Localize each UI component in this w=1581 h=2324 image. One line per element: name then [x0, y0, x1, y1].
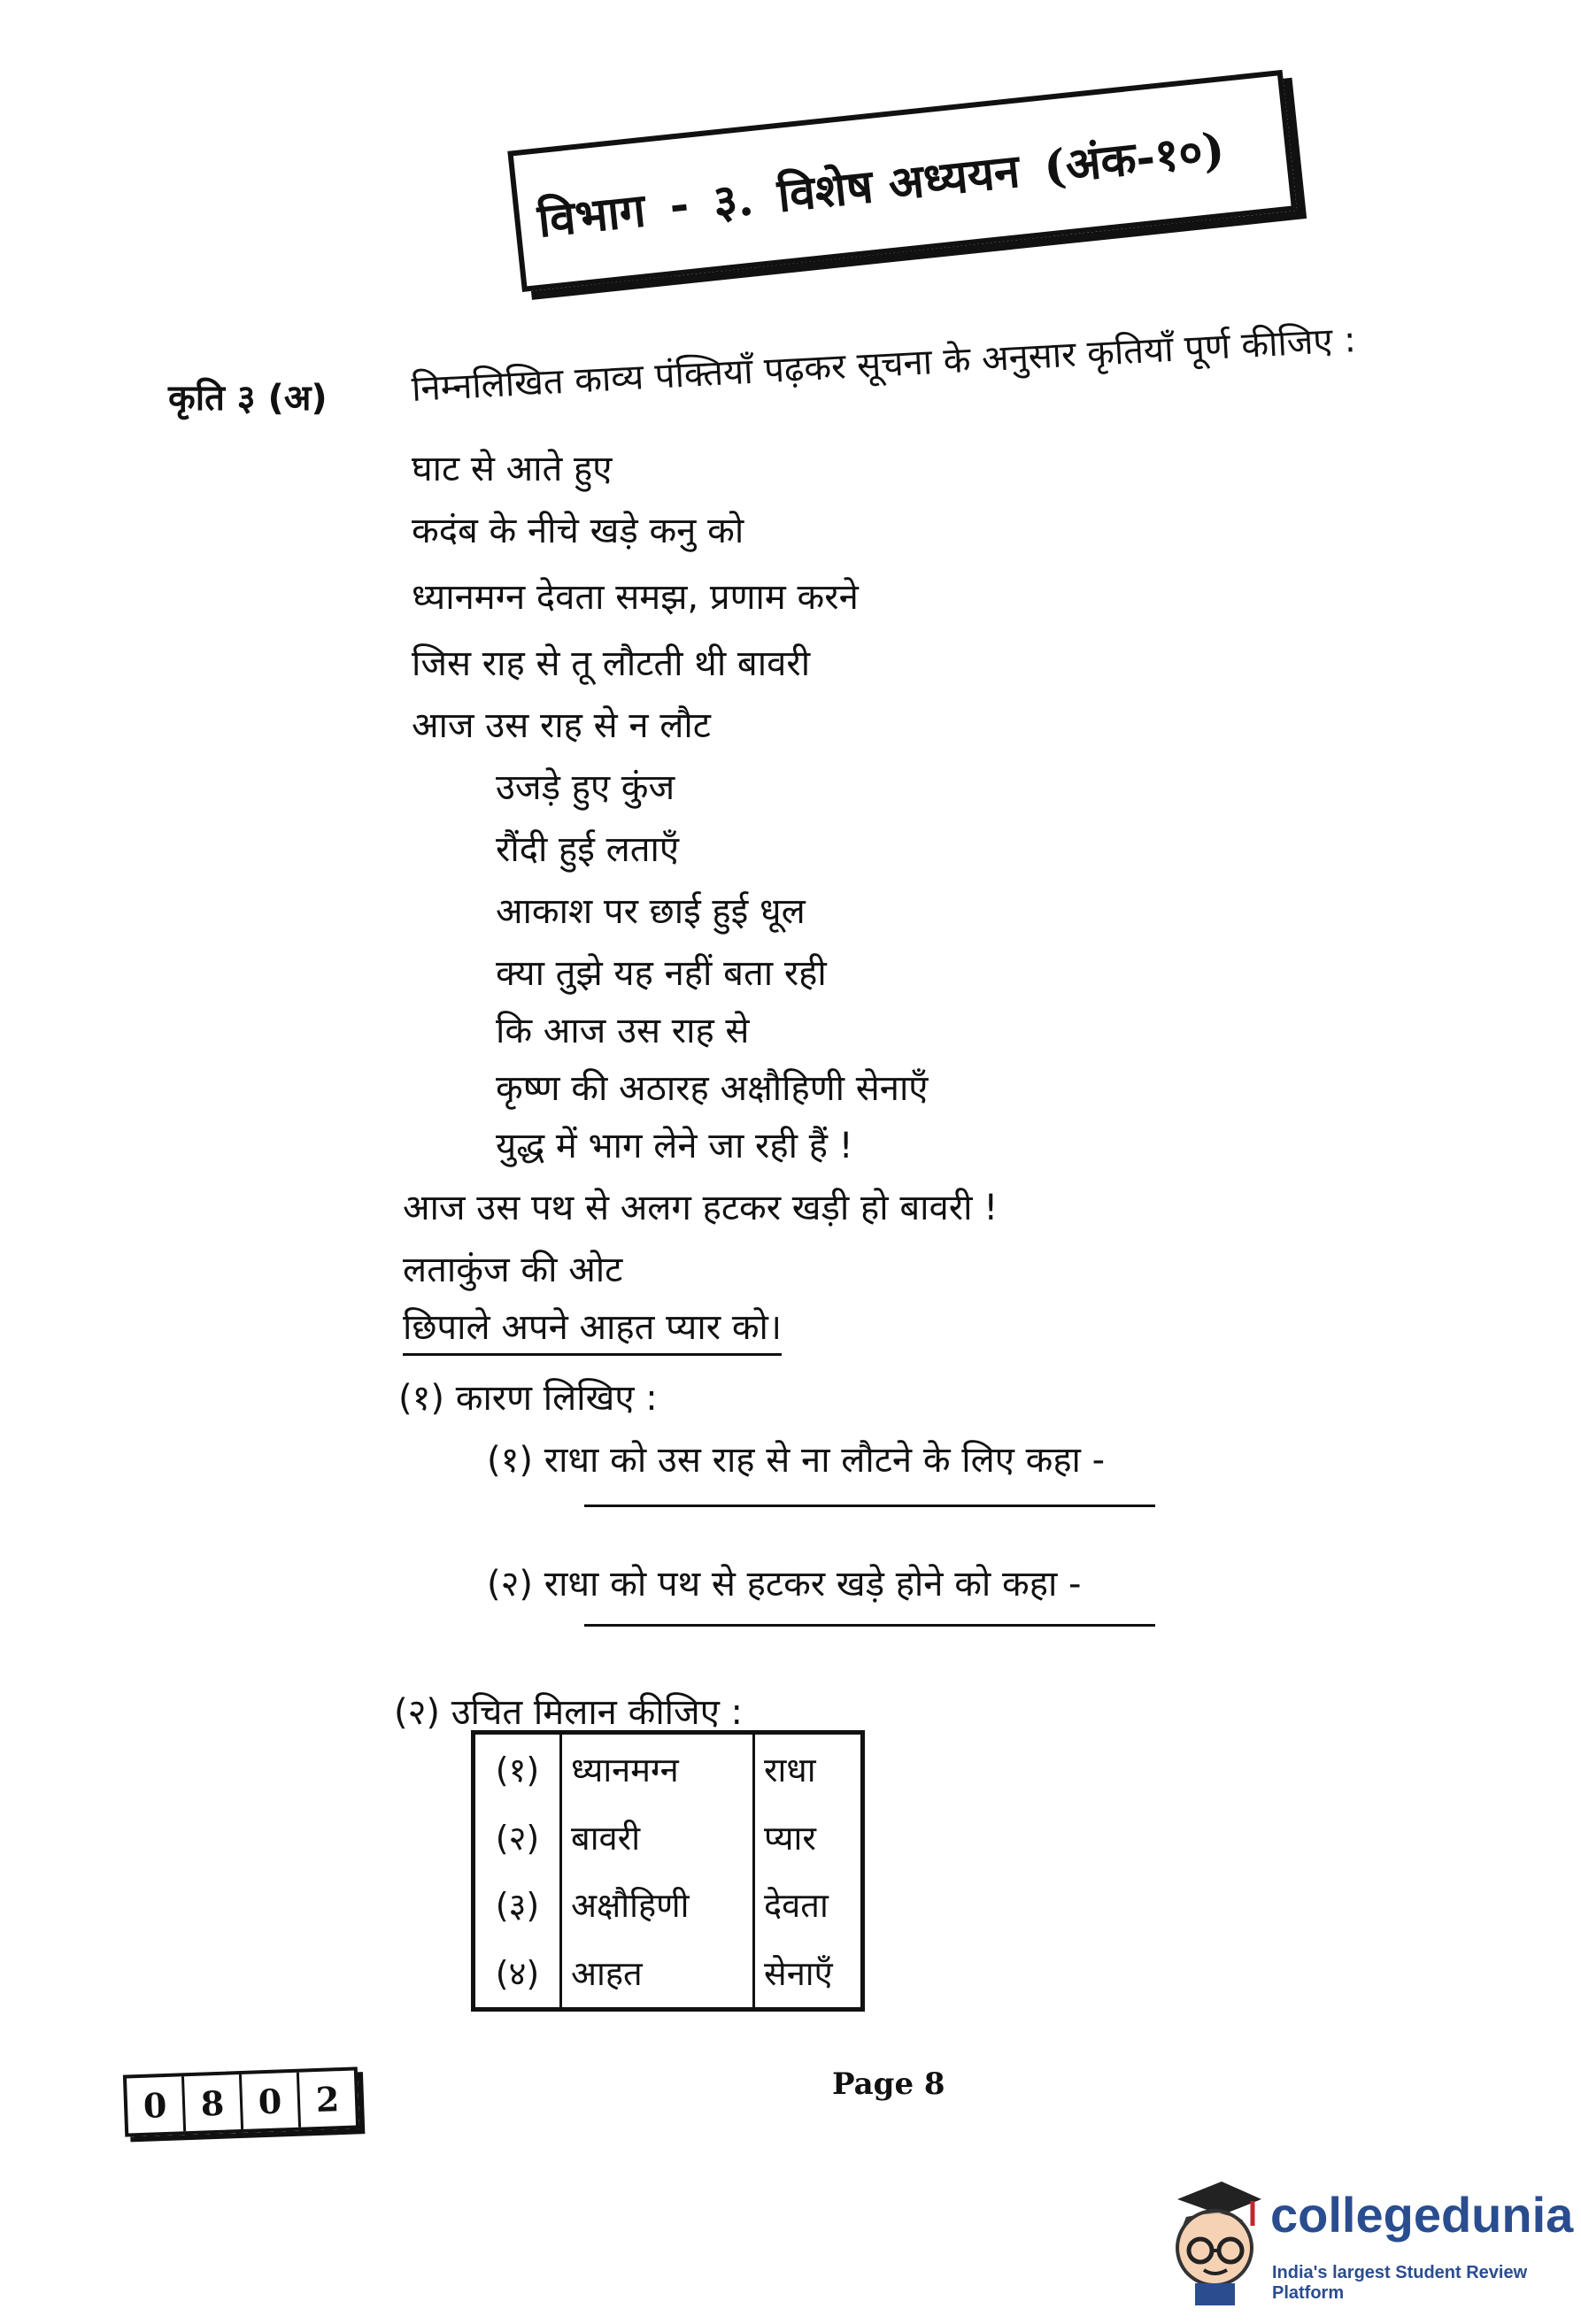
poem-line: छिपाले अपने आहत प्यार को। — [403, 1301, 782, 1356]
section-number: ३. — [710, 171, 756, 230]
q2-heading: (२) उचित मिलान कीजिए : — [394, 1692, 744, 1733]
section-dash: - — [667, 176, 692, 233]
match-right: देवता — [764, 1886, 829, 1926]
section-name: विशेष अध्ययन — [775, 143, 1022, 223]
roll-digit: 2 — [314, 2078, 340, 2120]
table-row — [474, 1803, 863, 1871]
row-number: (२) — [474, 1803, 561, 1871]
mascot-icon — [1160, 2173, 1266, 2305]
poem-line: युद्ध में भाग लेने जा रही हैं ! — [496, 1126, 853, 1166]
roll-number-box — [123, 2066, 359, 2136]
brand-name: collegedunia — [1270, 2187, 1574, 2243]
match-table — [471, 1730, 865, 2012]
poem-line: कि आज उस राह से — [496, 1011, 750, 1051]
poem-line: उजड़े हुए कुंज — [496, 767, 675, 808]
match-left: आहत — [561, 1939, 754, 2010]
poem-line: लताकुंज की ओट — [403, 1250, 623, 1290]
row-number: (१) — [474, 1733, 561, 1804]
match-right: राधा — [764, 1750, 816, 1789]
match-left: बावरी — [561, 1803, 754, 1871]
brand-tagline: India's largest Student Review Platform — [1272, 2263, 1528, 2303]
roll-digit: 8 — [184, 2074, 243, 2131]
row-number: (३) — [474, 1871, 561, 1939]
poem-line: क्या तुझे यह नहीं बता रही — [496, 953, 827, 994]
match-left: ध्यानमग्न — [561, 1733, 754, 1804]
page-number: Page 8 — [832, 2066, 945, 2102]
table-row — [474, 1871, 863, 1939]
poem-line: घाट से आते हुए — [412, 449, 613, 489]
poem-line: जिस राह से तू लौटती थी बावरी — [412, 643, 811, 684]
poem-line: रौंदी हुई लताएँ — [496, 829, 680, 870]
answer-line[interactable] — [584, 1504, 1155, 1507]
poem-line: आकाश पर छाई हुई धूल — [496, 891, 806, 932]
kriti-instruction: निम्नलिखित काव्य पंक्तियाँ पढ़कर सूचना के अनुसार कृतियाँ पूर्ण कीजिए : — [410, 319, 1357, 410]
roll-digit: 0 — [242, 2073, 301, 2129]
poem-line: कृष्ण की अठारह अक्षौहिणी सेनाएँ — [496, 1068, 929, 1109]
q1-item: (१) राधा को उस राह से ना लौटने के लिए कहा - — [487, 1440, 1106, 1481]
table-row — [474, 1733, 863, 1804]
q1-item: (२) राधा को पथ से हटकर खड़े होने को कहा - — [487, 1564, 1082, 1604]
poem-line: ध्यानमग्न देवता समझ, प्रणाम करने — [412, 577, 859, 618]
row-number: (४) — [474, 1939, 561, 2010]
table-row — [474, 1939, 863, 2010]
section-marks: (अंक-१०) — [1041, 121, 1227, 195]
poem-line: आज उस पथ से अलग हटकर खड़ी हो बावरी ! — [403, 1188, 999, 1228]
match-right: प्यार — [764, 1818, 816, 1858]
q1-heading: (१) कारण लिखिए : — [398, 1378, 658, 1419]
kriti-label: कृति ३ (अ) — [168, 378, 328, 419]
match-right: सेनाएँ — [764, 1954, 833, 1994]
roll-digit: 0 — [127, 2076, 186, 2133]
section-label: विभाग — [535, 182, 648, 249]
answer-line[interactable] — [584, 1624, 1155, 1627]
section-title-box — [507, 70, 1297, 292]
poem-line: आज उस राह से न लौट — [412, 705, 711, 746]
match-left: अक्षौहिणी — [561, 1871, 754, 1939]
poem-line: कदंब के नीचे खड़े कनु को — [412, 511, 744, 551]
